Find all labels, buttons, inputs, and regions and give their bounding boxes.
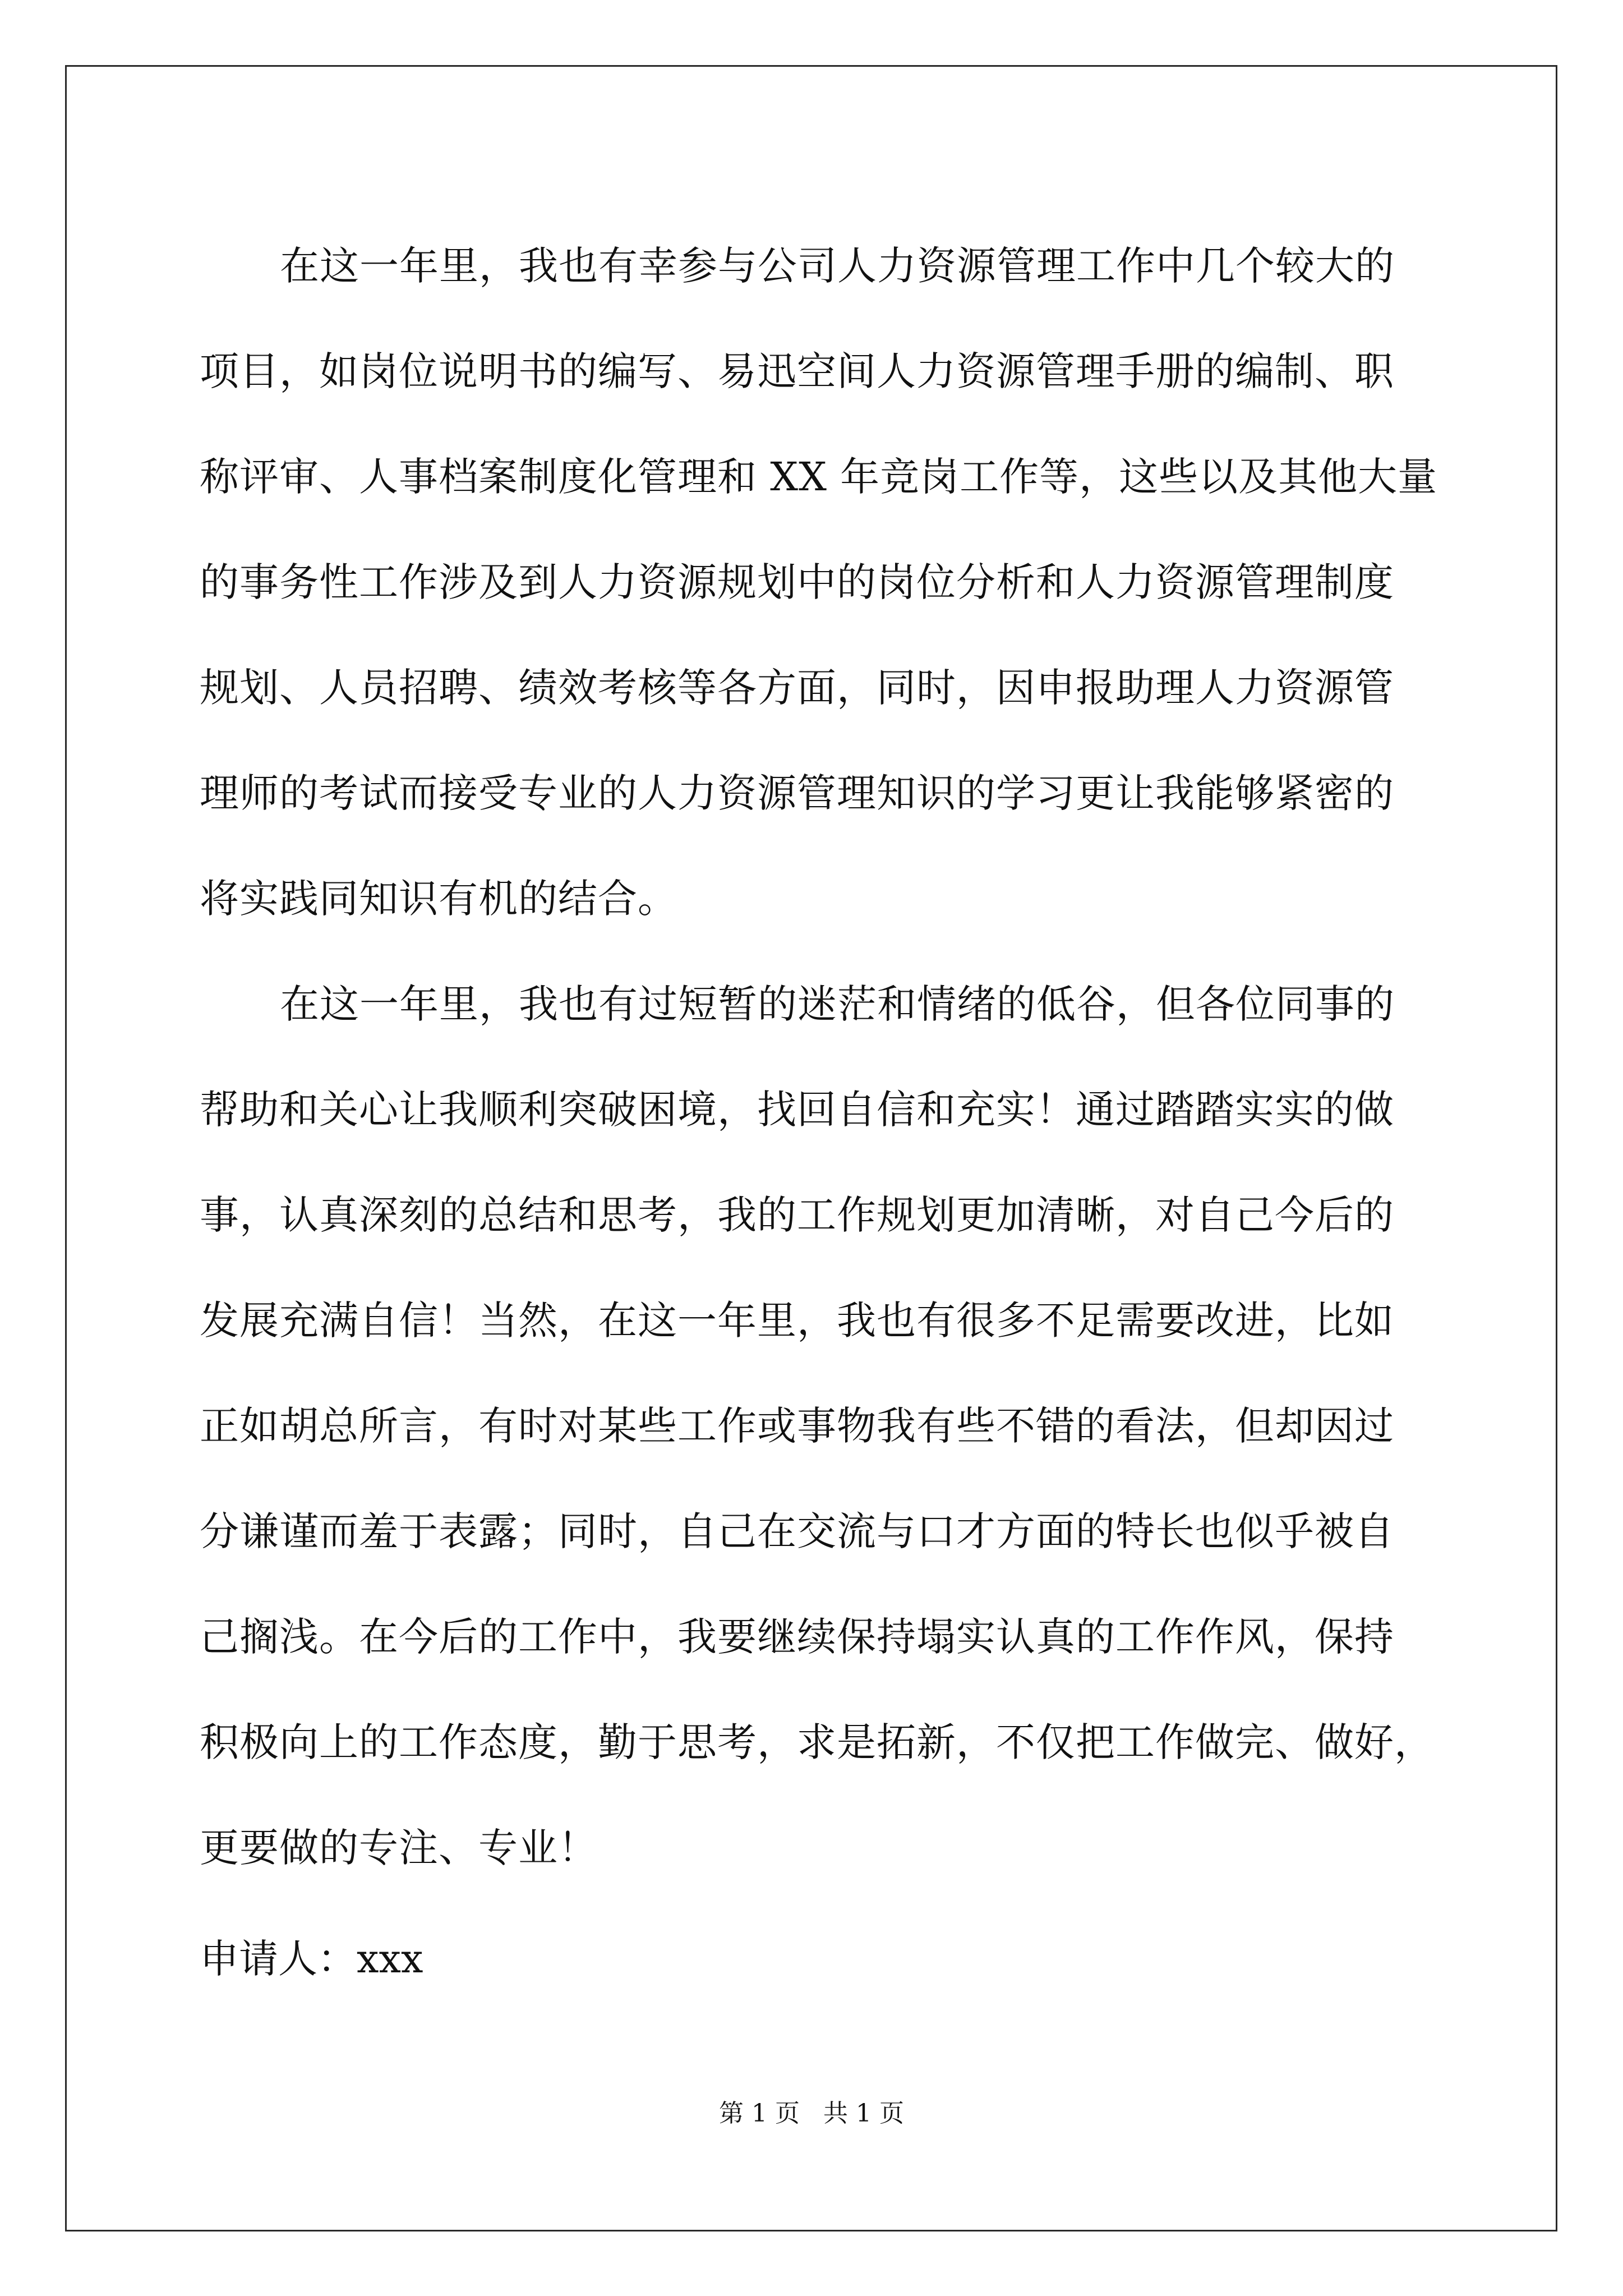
paragraph-1-line-5: 规划、人员招聘、绩效考核等各方面，同时，因申报助理人力资源管 (200, 665, 1394, 711)
paragraph-2-line-5: 正如胡总所言，有时对某些工作或事物我有些不错的看法，但却因过 (200, 1403, 1394, 1449)
paragraph-2-line-2: 帮助和关心让我顺利突破困境，找回自信和充实！通过踏踏实实的做 (200, 1087, 1394, 1133)
paragraph-2-line-8: 积极向上的工作态度，勤于思考，求是拓新，不仅把工作做完、做好， (200, 1719, 1434, 1765)
paragraph-1-line-2: 项目，如岗位说明书的编写、易迅空间人力资源管理手册的编制、职 (200, 348, 1394, 394)
paragraph-1-line-3: 称评审、人事档案制度化管理和 XX 年竞岗工作等，这些以及其他大量 (200, 454, 1438, 500)
paragraph-2-line-1: 在这一年里，我也有过短暂的迷茫和情绪的低谷，但各位同事的 (280, 981, 1395, 1027)
paragraph-2-line-4: 发展充满自信！当然，在这一年里，我也有很多不足需要改进，比如 (200, 1297, 1394, 1343)
letter-body (200, 213, 1438, 1901)
paragraph-2-line-9: 更要做的专注、专业！ (200, 1825, 598, 1871)
paragraph-1-line-1: 在这一年里，我也有幸参与公司人力资源管理工作中几个较大的 (280, 243, 1395, 289)
applicant-signature-line: 申请人：xxx (200, 1936, 423, 1982)
paragraph-2-line-6: 分谦谨而羞于表露；同时，自己在交流与口才方面的特长也似乎被自 (200, 1508, 1394, 1554)
paragraph-2-line-7: 己搁浅。在今后的工作中，我要继续保持塌实认真的工作作风，保持 (200, 1614, 1394, 1660)
paragraph-1-line-7: 将实践同知识有机的结合。 (200, 876, 677, 922)
paragraph-1-line-4: 的事务性工作涉及到人力资源规划中的岗位分析和人力资源管理制度 (200, 559, 1394, 605)
paragraph-2-line-3: 事，认真深刻的总结和思考，我的工作规划更加清晰，对自己今后的 (200, 1192, 1394, 1238)
paragraph-1-line-6: 理师的考试而接受专业的人力资源管理知识的学习更让我能够紧密的 (200, 770, 1394, 816)
page-number-footer: 第 1 页 共 1 页 (719, 2099, 904, 2128)
